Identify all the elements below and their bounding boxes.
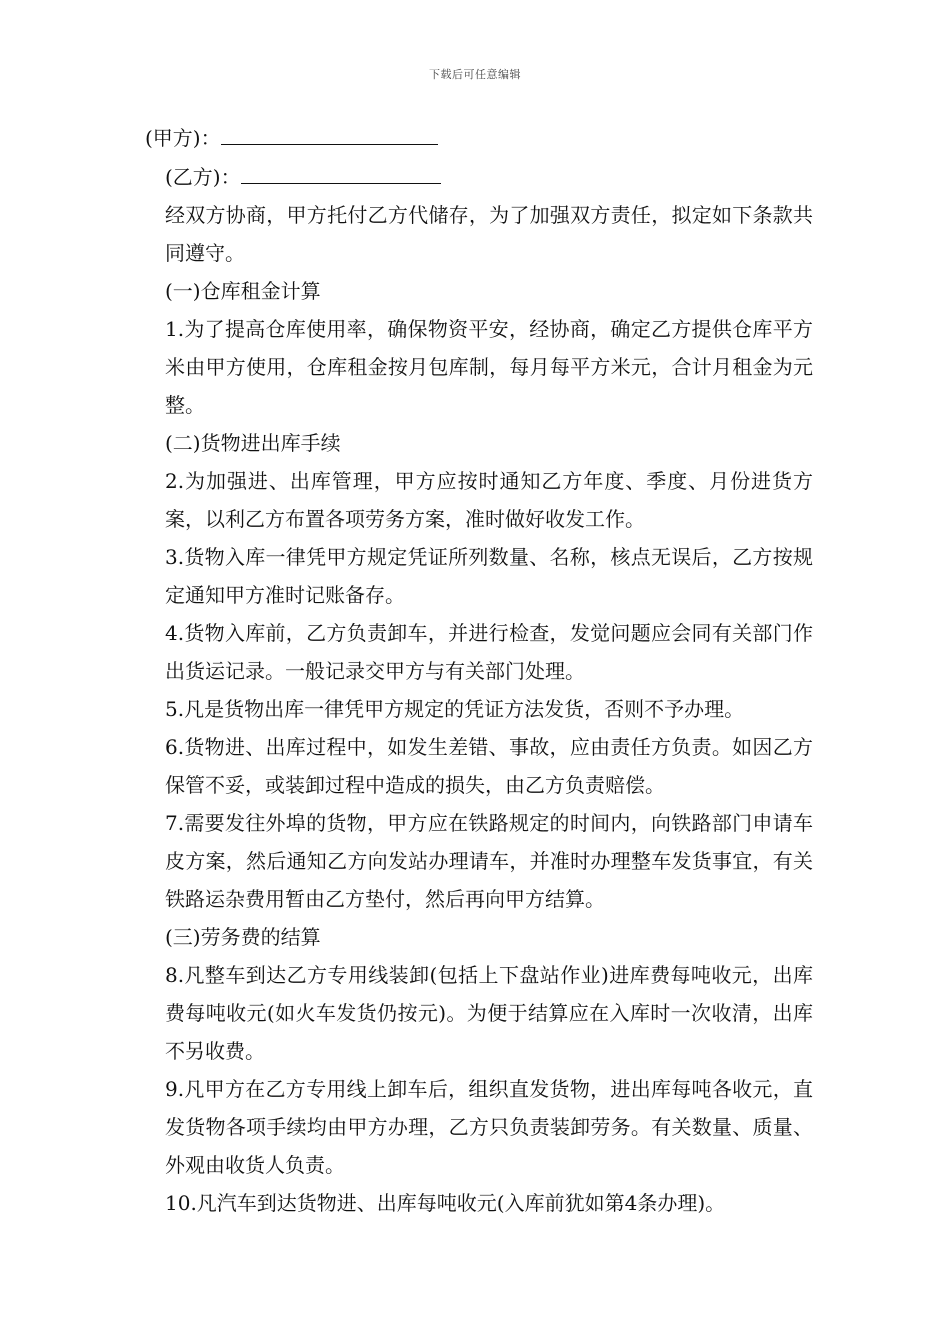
section-1-title: (一)仓库租金计算 [165, 279, 321, 303]
item-3 [145, 538, 813, 614]
party-a-line [145, 118, 813, 157]
item-1 [145, 310, 813, 424]
item-9 [145, 1070, 813, 1184]
item-6 [145, 728, 813, 804]
item-6-text: 6.货物进、出库过程中，如发生差错、事故，应由责任方负责。如因乙方保管不妥，或装卸过程中造成的损失，由乙方负责赔偿。 [165, 735, 813, 797]
item-9-text: 9.凡甲方在乙方专用线上卸车后，组织直发货物，进出库每吨各收元，直发货物各项手续均由甲方办理，乙方只负责装卸劳务。有关数量、质量、外观由收货人负责。 [165, 1077, 813, 1177]
party-b-line [145, 157, 813, 196]
item-8 [145, 956, 813, 1070]
party-a-label: (甲方)： [145, 126, 221, 150]
item-7-text: 7.需要发往外埠的货物，甲方应在铁路规定的时间内，向铁路部门申请车皮方案，然后通知乙方向发站办理请车，并准时办理整车发货事宜，有关铁路运杂费用暂由乙方垫付，然后再向甲方结算。 [165, 811, 813, 911]
item-3-text: 3.货物入库一律凭甲方规定凭证所列数量、名称，核点无误后，乙方按规定通知甲方准时记账备存。 [165, 545, 813, 607]
section-2-title: (二)货物进出库手续 [165, 431, 341, 455]
party-b-blank [241, 157, 441, 184]
contract-body [145, 118, 813, 1222]
item-2 [145, 462, 813, 538]
section-3-title: (三)劳务费的结算 [165, 925, 321, 949]
intro-paragraph [145, 196, 813, 272]
item-10 [145, 1184, 813, 1222]
party-a-blank [221, 118, 438, 145]
item-10-text: 10.凡汽车到达货物进、出库每吨收元(入库前犹如第4条办理)。 [165, 1191, 726, 1215]
party-b-label: (乙方)： [165, 165, 241, 189]
item-4-text: 4.货物入库前，乙方负责卸车，并进行检查，发觉问题应会同有关部门作出货运记录。一般记录交甲方与有关部门处理。 [165, 621, 813, 683]
item-8-text: 8.凡整车到达乙方专用线装卸(包括上下盘站作业)进库费每吨收元，出库费每吨收元(如火车发货仍按元)。为便于结算应在入库时一次收清，出库不另收费。 [165, 963, 813, 1063]
item-7 [145, 804, 813, 918]
item-4 [145, 614, 813, 690]
intro-text: 经双方协商，甲方托付乙方代储存，为了加强双方责任，拟定如下条款共同遵守。 [165, 203, 813, 265]
item-1-text: 1.为了提高仓库使用率，确保物资平安，经协商，确定乙方提供仓库平方米由甲方使用，仓库租金按月包库制，每月每平方米元，合计月租金为元整。 [165, 317, 813, 417]
item-2-text: 2.为加强进、出库管理，甲方应按时通知乙方年度、季度、月份进货方案，以利乙方布置各项劳务方案，准时做好收发工作。 [165, 469, 813, 531]
item-5-text: 5.凡是货物出库一律凭甲方规定的凭证方法发货，否则不予办理。 [165, 697, 745, 721]
item-5 [145, 690, 813, 728]
header-note: 下载后可任意编辑 [429, 68, 521, 81]
